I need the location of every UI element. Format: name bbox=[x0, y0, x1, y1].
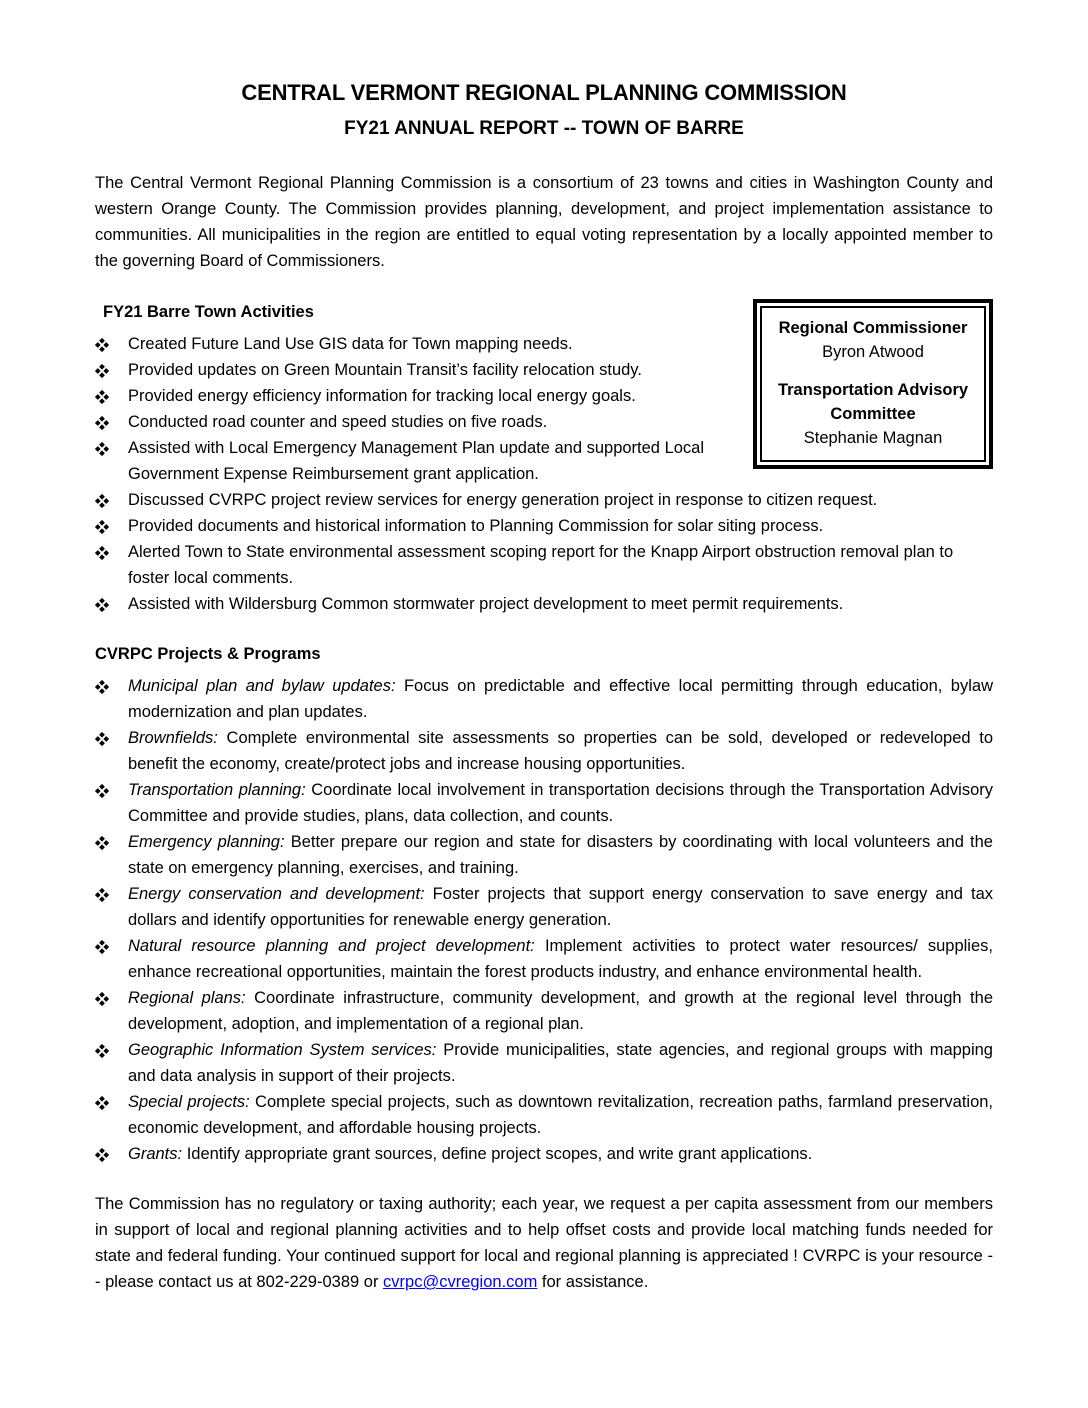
activity-item bbox=[95, 513, 993, 539]
project-item bbox=[95, 1141, 993, 1167]
activity-item bbox=[95, 487, 993, 513]
project-text: Identify appropriate grant sources, define project scopes, and write grant applications. bbox=[182, 1145, 813, 1163]
bullet-icon bbox=[95, 777, 128, 803]
bullet-icon bbox=[95, 383, 128, 409]
project-label: Geographic Information System services: bbox=[128, 1041, 437, 1059]
intro-paragraph: The Central Vermont Regional Planning Commission is a consortium of 23 towns and cities in Washington County and western Orange County. The Commission provides planning, development, and project implementation assistance to communities. All municipalities in the region are entitled to equal voting representation by a locally appointed member to the governing Board of Commissioners. bbox=[95, 174, 993, 270]
bullet-icon bbox=[95, 1141, 128, 1167]
email-link[interactable]: cvrpc@cvregion.com bbox=[383, 1273, 538, 1291]
activity-text: Provided energy efficiency information for tracking local energy goals. bbox=[128, 387, 636, 405]
bullet-icon bbox=[95, 829, 128, 855]
project-item bbox=[95, 881, 993, 933]
bullet-icon bbox=[95, 513, 128, 539]
project-text: Foster projects that support energy conservation to save energy and tax dollars and identify opportunities for renewable energy generation. bbox=[128, 885, 993, 929]
transportation-advisory-label: Transportation Advisory Committee bbox=[777, 381, 969, 423]
bullet-icon bbox=[95, 591, 128, 617]
project-label: Emergency planning: bbox=[128, 833, 285, 851]
project-text: Focus on predictable and effective local permitting through education, bylaw modernization and plan updates. bbox=[128, 677, 993, 721]
project-item bbox=[95, 1037, 993, 1089]
project-label: Regional plans: bbox=[128, 989, 246, 1007]
activity-text: Discussed CVRPC project review services for energy generation project in response to citizen request. bbox=[128, 491, 878, 509]
project-label: Special projects: bbox=[128, 1093, 250, 1111]
commissioner-box bbox=[753, 299, 993, 469]
box-spacer bbox=[768, 364, 978, 378]
activity-text: Alerted Town to State environmental assessment scoping report for the Knapp Airport obstruction removal plan to foster local comments. bbox=[128, 543, 954, 587]
activity-text: Provided documents and historical information to Planning Commission for solar siting process. bbox=[128, 517, 824, 535]
project-item bbox=[95, 1089, 993, 1141]
closing-paragraph bbox=[95, 1191, 993, 1295]
project-label: Transportation planning: bbox=[128, 781, 306, 799]
project-item bbox=[95, 673, 993, 725]
project-text: Complete environmental site assessments so properties can be sold, developed or redeveloped to benefit the economy, create/protect jobs and increase housing opportunities. bbox=[128, 729, 993, 773]
page-subtitle: FY21 ANNUAL REPORT -- TOWN OF BARRE bbox=[344, 118, 744, 139]
activity-text: Assisted with Local Emergency Management Plan update and supported Local Government Expense Reimbursement grant application. bbox=[128, 439, 705, 483]
activities-heading: FY21 Barre Town Activities bbox=[103, 303, 314, 321]
bullet-icon bbox=[95, 985, 128, 1011]
project-item bbox=[95, 725, 993, 777]
activity-text: Conducted road counter and speed studies on five roads. bbox=[128, 413, 548, 431]
project-label: Natural resource planning and project development: bbox=[128, 937, 535, 955]
project-label: Municipal plan and bylaw updates: bbox=[128, 677, 396, 695]
project-item bbox=[95, 933, 993, 985]
transportation-advisory-name: Stephanie Magnan bbox=[803, 429, 943, 447]
bullet-icon bbox=[95, 409, 128, 435]
bullet-icon bbox=[95, 933, 128, 959]
bullet-icon bbox=[95, 487, 128, 513]
project-text: Coordinate local involvement in transportation decisions through the Transportation Advisory Committee and provide studies, plans, data collection, and counts. bbox=[128, 781, 993, 825]
bullet-icon bbox=[95, 1089, 128, 1115]
bullet-icon bbox=[95, 357, 128, 383]
closing-text-after: for assistance. bbox=[537, 1273, 649, 1291]
bullet-icon bbox=[95, 435, 128, 461]
project-text: Provide municipalities, state agencies, and regional groups with mapping and data analysis in support of their projects. bbox=[128, 1041, 993, 1085]
activity-text: Assisted with Wildersburg Common stormwater project development to meet permit requirements. bbox=[128, 595, 844, 613]
project-item bbox=[95, 829, 993, 881]
projects-heading: CVRPC Projects & Programs bbox=[95, 645, 321, 663]
project-text: Better prepare our region and state for disasters by coordinating with local volunteers and the state on emergency planning, exercises, and training. bbox=[128, 833, 993, 877]
activity-text: Created Future Land Use GIS data for Town mapping needs. bbox=[128, 335, 573, 353]
closing-text-before: The Commission has no regulatory or taxing authority; each year, we request a per capita assessment from our members in support of local and regional planning activities and to help offset costs and provide local matching funds needed for state and federal funding. Your continued support for local and regional planning is appreciated ! CVRPC is your resource -- please contact us at 802-229-0389 or bbox=[95, 1195, 993, 1291]
projects-section bbox=[95, 641, 993, 1167]
activity-item bbox=[95, 539, 993, 591]
bullet-icon bbox=[95, 1037, 128, 1063]
regional-commissioner-label: Regional Commissioner bbox=[778, 319, 968, 337]
bullet-icon bbox=[95, 539, 128, 565]
project-label: Energy conservation and development: bbox=[128, 885, 425, 903]
project-item bbox=[95, 985, 993, 1037]
project-text: Implement activities to protect water resources/ supplies, enhance recreational opportunities, maintain the forest products industry, and enhance environmental health. bbox=[128, 937, 993, 981]
regional-commissioner-name: Byron Atwood bbox=[822, 343, 924, 361]
project-item bbox=[95, 777, 993, 829]
bullet-icon bbox=[95, 673, 128, 699]
activity-text: Provided updates on Green Mountain Transit’s facility relocation study. bbox=[128, 361, 642, 379]
commissioner-box-inner bbox=[760, 306, 986, 462]
project-text: Complete special projects, such as downtown revitalization, recreation paths, farmland preservation, economic development, and affordable housing projects. bbox=[128, 1093, 994, 1137]
bullet-icon bbox=[95, 725, 128, 751]
project-text: Coordinate infrastructure, community development, and growth at the regional level through the development, adoption, and implementation of a regional plan. bbox=[128, 989, 993, 1033]
activities-section bbox=[95, 299, 993, 617]
bullet-icon bbox=[95, 331, 128, 357]
project-label: Brownfields: bbox=[128, 729, 218, 747]
page-title: CENTRAL VERMONT REGIONAL PLANNING COMMISSION bbox=[241, 80, 847, 105]
activity-item bbox=[95, 591, 993, 617]
project-label: Grants: bbox=[128, 1145, 183, 1163]
bullet-icon bbox=[95, 881, 128, 907]
